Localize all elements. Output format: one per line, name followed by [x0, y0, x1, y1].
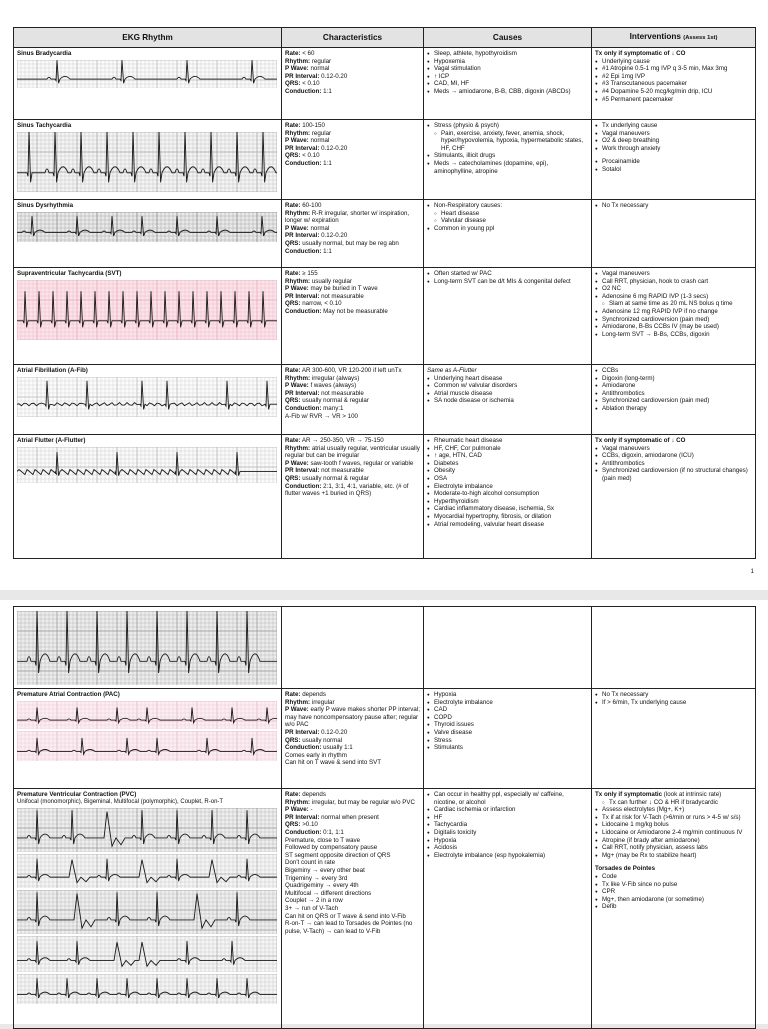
list-item: ● Atrial muscle disease: [434, 390, 588, 398]
rhythm-cell: [14, 268, 282, 365]
causes-cell: [424, 268, 592, 365]
characteristics-cell: Rate: 60-100 Rhythm: R-R irregular, shorter w/ inspiration, longer w/ expiration P Wave: normal PR Interval: 0.12-0.20 QRS: usually normal, but may be reg abn Conduction: 1:1: [282, 200, 424, 268]
list-item: ● Synchronized cardioversion (if no structural changes) (pain med): [602, 467, 752, 482]
interventions-cell: [592, 607, 756, 689]
list-item: ● #2 Epi 1mg IVP: [602, 73, 752, 81]
characteristics-cell: [282, 607, 424, 689]
rhythm-cell: [14, 607, 282, 689]
list-item: ● Work through anxiety: [602, 145, 752, 153]
list-item: ● Assess electrolytes (Mg+, K+): [602, 806, 752, 814]
table-row: [14, 435, 756, 559]
list-item: ● Tx if at risk for V-Tach (>6/min or runs > 4-5 w/ s/s): [602, 814, 752, 822]
list-item: ● CCBs, digoxin, amiodarone (ICU): [602, 452, 752, 460]
list-item: ● Hypoxia: [434, 691, 588, 699]
table-row: [14, 689, 756, 789]
rhythm-name: Premature Atrial Contraction (PAC): [17, 691, 120, 698]
ekg-strip-sinus-brady: [17, 60, 277, 88]
list-item: ● Adenosine 12 mg RAPID IVP if no change: [602, 308, 752, 316]
causes-cell: [424, 607, 592, 689]
list-item: ● Synchronized cardioversion (pain med): [602, 397, 752, 405]
ekg-strip-pac-2: [17, 731, 277, 761]
list-item: ● Electrolyte imbalance (esp hypokalemia): [434, 852, 588, 860]
table-row: [14, 120, 756, 200]
table-header-row: [14, 28, 756, 48]
list-item: ● CCBs: [602, 367, 752, 375]
list-item: ● Digoxin (long-term): [602, 375, 752, 383]
rhythm-cell: [14, 689, 282, 789]
list-item: ● Underlying heart disease: [434, 375, 588, 383]
list-item: ● Valve disease: [434, 729, 588, 737]
list-item: ● Antithrombotics: [602, 390, 752, 398]
list-item: ● Myocardial hypertrophy, fibrosis, or dilation: [434, 513, 588, 521]
list-item: ● CPR: [602, 888, 752, 896]
list-item: ● No Tx necessary: [602, 691, 752, 699]
rhythm-name: Supraventricular Tachycardia (SVT): [17, 270, 122, 277]
list-item: ● Mg+, then amiodarone (or sometime): [602, 896, 752, 904]
list-item: ● O2 & deep breathing: [602, 137, 752, 145]
causes-cell: [424, 435, 592, 559]
rhythm-cell: [14, 120, 282, 200]
characteristics-cell: Rate: 100-150 Rhythm: regular P Wave: normal PR Interval: 0.12-0.20 QRS: < 0.10 Conduction: 1:1: [282, 120, 424, 200]
rhythm-name: Sinus Tachycardia: [17, 122, 72, 129]
list-item: ● ↑ ICP: [434, 73, 588, 81]
list-item: ● Cardiac inflammatory disease, ischemia, Sx: [434, 505, 588, 513]
list-item: ● Adenosine 6 mg RAPID IVP (1-3 secs): [602, 293, 752, 301]
rhythm-name: Sinus Bradycardia: [17, 50, 72, 57]
list-item: ● SA node disease or ischemia: [434, 397, 588, 405]
list-item: ● Atropine (if brady after amiodarone): [602, 837, 752, 845]
ekg-table-page-2: [13, 606, 756, 1029]
rhythm-cell: [14, 200, 282, 268]
ekg-strip-pvc-r-on-t: [17, 974, 277, 1004]
list-item: ● CAD, MI, HF: [434, 80, 588, 88]
pvc-pattern-item: Quadrigeminy → every 4th: [285, 882, 359, 890]
list-subitem: ○ Heart disease: [434, 210, 588, 218]
list-item: ● Underlying cause: [602, 58, 752, 66]
list-item: ● Long-term SVT → B-Bs, CCBs, digoxin: [602, 331, 752, 339]
list-item: ● HF: [434, 814, 588, 822]
list-item: ● Call RRT, physician, hook to crash cart: [602, 278, 752, 286]
pvc-pattern-item: Trigeminy → every 3rd: [285, 874, 348, 882]
interventions-title: Tx only if symptomatic of ↓ CO: [595, 50, 686, 57]
list-item: ● OSA: [434, 475, 588, 483]
rhythm-name: Atrial Flutter (A-Flutter): [17, 437, 86, 444]
table-row: [14, 268, 756, 365]
page-number: 1: [750, 569, 754, 575]
ekg-strip-pvc-unifocal: [17, 808, 277, 852]
ekg-strip-aflutter-continued: [17, 611, 277, 685]
list-item: ● Stimulants: [434, 744, 588, 752]
causes-cell: [424, 789, 592, 1029]
characteristics-cell: Rate: ≥ 155 Rhythm: usually regular P Wave: may be buried in T wave PR Interval: not measurable QRS: narrow, < 0.10 Conduction: May not be measurable: [282, 268, 424, 365]
list-item: ● Hypoxia: [434, 837, 588, 845]
list-item: ● Non-Respiratory causes:: [434, 202, 588, 210]
list-item: ● Stimulants, illicit drugs: [434, 152, 588, 160]
list-subitem: ○ Slam at same time as 20 mL NS bolus q time: [602, 300, 752, 308]
list-item: ● Mg+ (may be Rx to stabilize heart): [602, 852, 752, 860]
table-row: [14, 365, 756, 435]
list-item: ● Antithrombotics: [602, 460, 752, 468]
rhythm-cell: [14, 365, 282, 435]
interventions-cell: [592, 120, 756, 200]
interventions-cell: [592, 435, 756, 559]
list-item: ● #1 Atropine 0.5-1 mg IVP q 3-5 min, Max 3mg: [602, 65, 752, 73]
ekg-strip-pvc-couplet: [17, 936, 277, 972]
table-row: [14, 48, 756, 120]
causes-cell: [424, 48, 592, 120]
rhythm-cell: [14, 789, 282, 1029]
characteristics-cell: Rate: AR → 250-350, VR → 75-150 Rhythm: atrial usually regular, ventricular usually regular but can be irregular P Wave: saw-tooth f waves, regular or variable PR Interval: not measurable QRS: usually normal & regular Conduction: 2:1, 3:1, 4:1, variable, etc. (# of flutter waves +1 buried in QRS): [282, 435, 424, 559]
list-item: ● Hypoxemia: [434, 58, 588, 66]
torsades-title: Torsades de Pointes: [595, 865, 656, 873]
list-item: ● Long-term SVT can be d/t MIs & congenital defect: [434, 278, 588, 286]
list-item: ● Procainamide: [602, 158, 752, 166]
list-item: ● Diabetes: [434, 460, 588, 468]
list-item: ● Tx like V-Fib since no pulse: [602, 881, 752, 889]
list-subitem: ○ Tx can further ↓ CO & HR if bradycardic: [602, 799, 752, 807]
header-causes: Causes: [424, 28, 592, 48]
list-item: ● Vagal maneuvers: [602, 270, 752, 278]
list-item: ● Cardiac ischemia or infarction: [434, 806, 588, 814]
rhythm-name: Premature Ventricular Contraction (PVC): [17, 791, 137, 798]
interventions-cell: [592, 789, 756, 1029]
list-item: ● Defib: [602, 903, 752, 911]
characteristics-cell: Rate: depends Rhythm: irregular, but may be regular w/o PVC P Wave: - PR Interval: normal when present QRS: >0.10 Conduction: 0:1, 1:1 Premature, close to T wave Followed by compensatory pause ST segment opposite direction of QRS Don't count in rate Bigeminy → every other beat Trigeminy → every 3rd Quadrigeminy → every 4th Multifocal → different directions Couplet → 2 in a row 3+ → run of V-Tach Can hit on QRS or T wave & send into V-Fib R-on-T → can lead to Torsades de Pointes (no pulse, V-Tach) → can lead to V-Fib: [282, 789, 424, 1029]
ekg-strip-pac-1: [17, 701, 277, 729]
list-item: ● Can occur in healthy ppl, especially w/ caffeine, nicotine, or alcohol: [434, 791, 588, 806]
ekg-strip-afib: [17, 377, 277, 417]
list-item: ● No Tx necessary: [602, 202, 752, 210]
header-rhythm: EKG Rhythm: [14, 28, 282, 48]
interventions-cell: [592, 365, 756, 435]
list-item: ● #5 Permanent pacemaker: [602, 96, 752, 104]
list-item: ● Often started w/ PAC: [434, 270, 588, 278]
ekg-strip-sinus-dysrhythmia: [17, 212, 277, 242]
list-item: ● Lidocaine or Amiodarone 2-4 mg/min continuous IV: [602, 829, 752, 837]
interventions-cell: [592, 689, 756, 789]
list-item: ● Tx underlying cause: [602, 122, 752, 130]
interventions-title: Tx only if symptomatic of ↓ CO: [595, 437, 686, 444]
list-item: ● Vagal stimulation: [434, 65, 588, 73]
list-subitem: ○ Pain, exercise, anxiety, fever, anemia, shock, hyper/hypovolemia, hypoxia, hypermetabolic states, HF, CHF: [434, 130, 588, 153]
list-item: ● Acidosis: [434, 844, 588, 852]
list-item: ● ↑ age, HTN, CAD: [434, 452, 588, 460]
list-item: ● Electrolyte imbalance: [434, 483, 588, 491]
list-item: ● Amiodarone, B-Bs CCBs IV (may be used): [602, 323, 752, 331]
list-item: ● COPD: [434, 714, 588, 722]
list-item: ● Electrolyte imbalance: [434, 699, 588, 707]
header-interventions: Interventions (Assess 1st): [592, 28, 756, 48]
rhythm-name: Atrial Fibrillation (A-Fib): [17, 367, 88, 374]
list-item: ● Digitalis toxicity: [434, 829, 588, 837]
list-item: ● Ablation therapy: [602, 405, 752, 413]
list-item: ● HF, CHF, Cor pulmonale: [434, 445, 588, 453]
causes-cell: [424, 365, 592, 435]
list-item: ● Vagal maneuvers: [602, 445, 752, 453]
list-item: ● Sotalol: [602, 166, 752, 174]
list-item: ● O2 NC: [602, 285, 752, 293]
ekg-strip-svt: [17, 280, 277, 340]
list-item: ● Hyperthyroidism: [434, 498, 588, 506]
document-page-2: [0, 600, 768, 1024]
pvc-pattern-item: Multifocal → different directions: [285, 889, 372, 897]
list-item: ● Amiodarone: [602, 382, 752, 390]
causes-cell: [424, 200, 592, 268]
list-item: ● #4 Dopamine 5-20 mcg/kg/min drip, ICU: [602, 88, 752, 96]
rhythm-name: Sinus Dysrhythmia: [17, 202, 74, 209]
list-item: ● Tachycardia: [434, 821, 588, 829]
list-item: ● Atrial remodeling, valvular heart disease: [434, 521, 588, 529]
interventions-title: Tx only if symptomatic (look at intrinsic rate): [595, 791, 722, 798]
list-subitem: ○ Valvular disease: [434, 217, 588, 225]
list-item: ● Vagal maneuvers: [602, 130, 752, 138]
list-item: ● Common in young ppl: [434, 225, 588, 233]
table-row: [14, 789, 756, 1029]
list-item: ● Rheumatic heart disease: [434, 437, 588, 445]
list-item: ● Stress: [434, 737, 588, 745]
list-item: ● Meds → amiodarone, B-B, CBB, digoxin (ABCDs): [434, 88, 588, 96]
list-item: ● Thyroid issues: [434, 721, 588, 729]
list-item: ● Call RRT, notify physician, assess labs: [602, 844, 752, 852]
causes-title: Same as A-Flutter: [427, 367, 477, 374]
list-item: ● Obesity: [434, 467, 588, 475]
ekg-strip-pvc-multifocal: [17, 890, 277, 934]
pvc-pattern-item: Couplet → 2 in a row: [285, 897, 343, 905]
header-characteristics: Characteristics: [282, 28, 424, 48]
characteristics-cell: Rate: AR 300-600, VR 120-200 if left unTx Rhythm: irregular (always) P Wave: f waves (always) PR Interval: not measurable QRS: usually normal & regular Conduction: many:1 A-Fib w/ RVR → VR > 100: [282, 365, 424, 435]
characteristics-cell: Rate: depends Rhythm: irregular P Wave: early P wave makes shorter PP interval; may have noncompensatory pause after; regular w/o PAC PR Interval: 0.12-0.20 QRS: usually normal Conduction: usually 1:1 Comes early in rhythm Can hit on T wave & send into SVT: [282, 689, 424, 789]
list-item: ● Sleep, athlete, hypothyroidism: [434, 50, 588, 58]
rhythm-cell: [14, 435, 282, 559]
ekg-strip-sinus-tachy: [17, 132, 277, 192]
list-item: ● Common w/ valvular disorders: [434, 382, 588, 390]
characteristics-cell: Rate: < 60 Rhythm: regular P Wave: normal PR Interval: 0.12-0.20 QRS: < 0.10 Conduction: 1:1: [282, 48, 424, 120]
interventions-cell: [592, 268, 756, 365]
table-row-continuation: [14, 607, 756, 689]
list-item: ● CAD: [434, 706, 588, 714]
pvc-note: R-on-T → can lead to Torsades de Pointes (no pulse, V-Tach) → can lead to V-Fib: [285, 920, 413, 935]
list-item: ● Lidocaine 1 mg/kg bolus: [602, 821, 752, 829]
ekg-table-page-1: [13, 27, 756, 559]
interventions-cell: [592, 48, 756, 120]
ekg-strip-pvc-bigeminal: [17, 854, 277, 888]
list-item: ● Moderate-to-high alcohol consumption: [434, 490, 588, 498]
list-item: ● If > 6/min, Tx underlying cause: [602, 699, 752, 707]
pvc-pattern-item: Bigeminy → every other beat: [285, 866, 365, 874]
pvc-pattern-item: 3+ → run of V-Tach: [285, 904, 339, 912]
pvc-note: Can hit on QRS or T wave & send into V-Fib: [285, 912, 406, 920]
ekg-strip-aflutter: [17, 447, 277, 483]
causes-cell: [424, 120, 592, 200]
list-item: ● Synchronized cardioversion (pain med): [602, 316, 752, 324]
rhythm-cell: [14, 48, 282, 120]
list-item: ● Code: [602, 873, 752, 881]
interventions-cell: [592, 200, 756, 268]
causes-cell: [424, 689, 592, 789]
list-item: ● Meds → catecholamines (dopamine, epi), aminophylline, atropine: [434, 160, 588, 175]
rhythm-subtitle: Unifocal (monomorphic), Bigeminal, Multifocal (polymorphic), Couplet, R-on-T: [17, 798, 224, 805]
table-row: [14, 200, 756, 268]
list-item: ● Stress (physio & psych): [434, 122, 588, 130]
list-item: ● #3 Transcutaneous pacemaker: [602, 80, 752, 88]
